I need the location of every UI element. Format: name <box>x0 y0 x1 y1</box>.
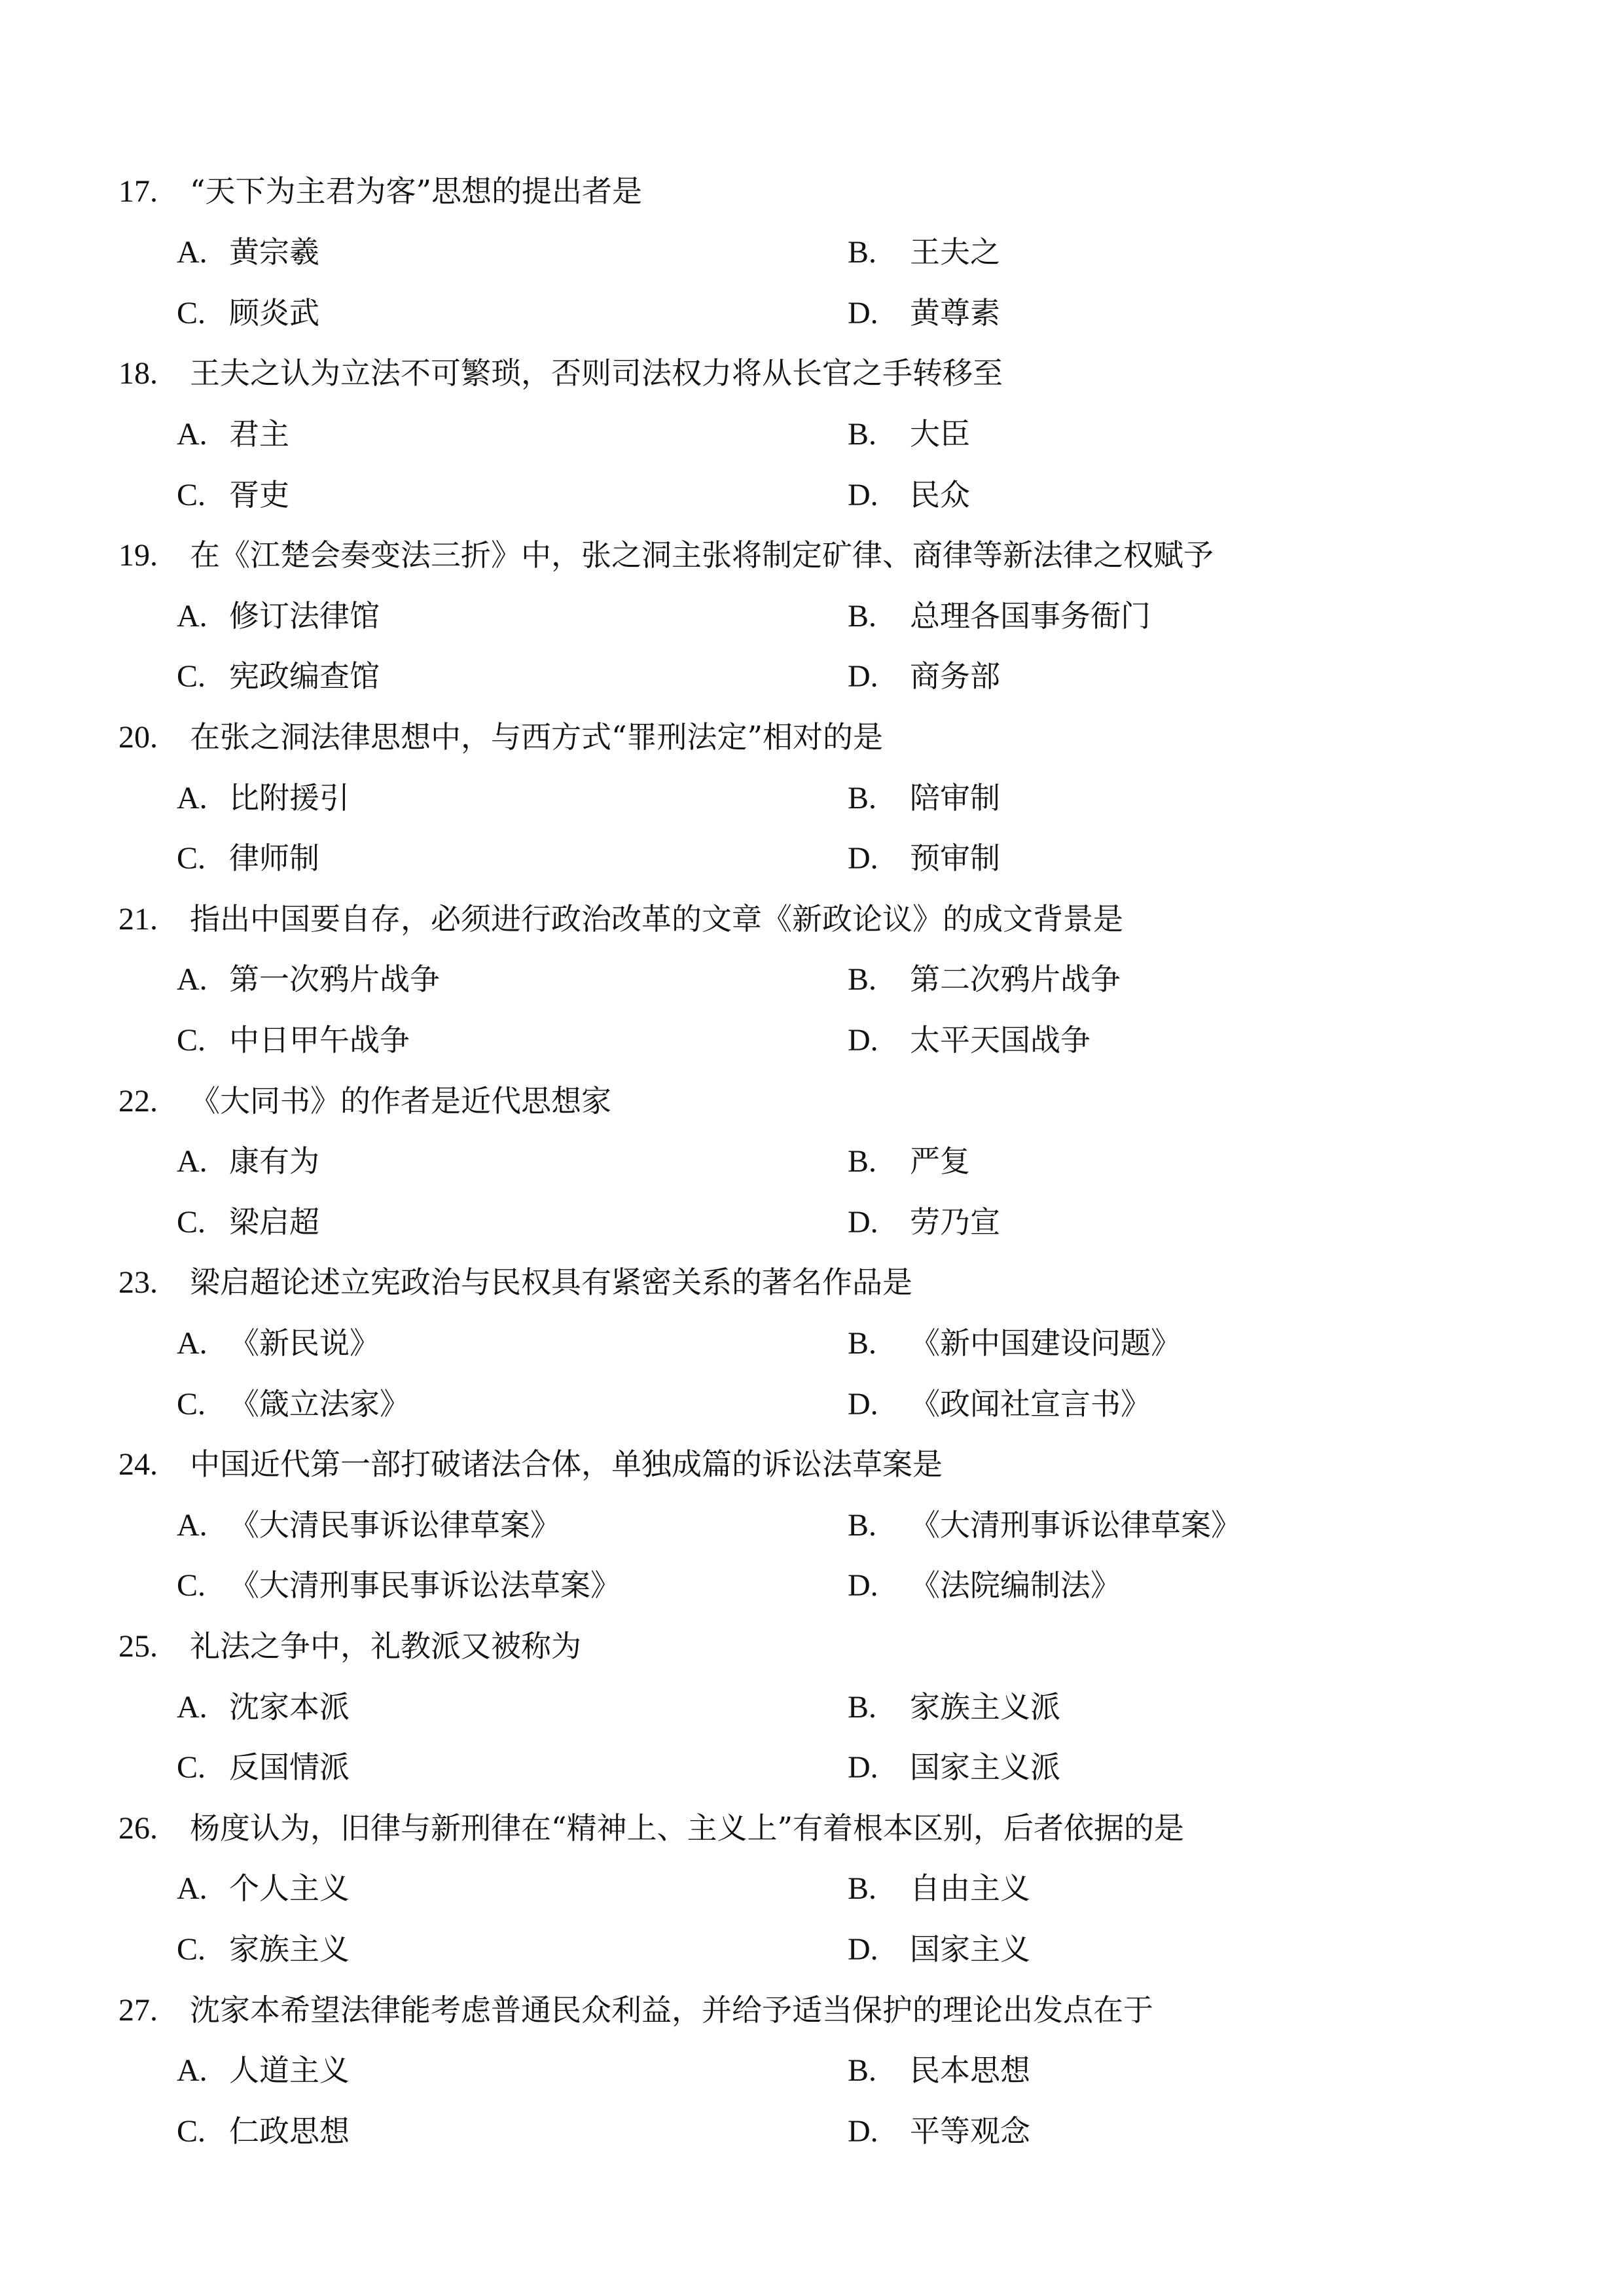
option-label: A. <box>177 1690 207 1725</box>
option-d[interactable] <box>0 465 1622 526</box>
option-b[interactable] <box>0 1495 1622 1556</box>
option-label: B. <box>848 962 877 997</box>
option-text: 劳乃宣 <box>910 1204 1000 1240</box>
option-text: 反国情派 <box>229 1749 350 1785</box>
option-text: 律师制 <box>229 840 319 876</box>
option-b[interactable] <box>0 768 1622 829</box>
option-label: A. <box>177 1144 207 1179</box>
question-stem <box>0 1980 1622 2041</box>
options-row-cd <box>0 646 1622 707</box>
option-d[interactable] <box>0 1919 1622 1980</box>
option-label: D. <box>848 659 878 694</box>
question-number: 20. <box>118 720 158 755</box>
options-row-cd <box>0 465 1622 526</box>
option-label: D. <box>848 1205 878 1240</box>
option-text: 商务部 <box>910 658 1000 694</box>
option-label: D. <box>848 478 878 512</box>
question-number: 17. <box>118 174 158 209</box>
options-row-cd <box>0 2101 1622 2162</box>
option-text: 自由主义 <box>910 1871 1030 1906</box>
question-stem <box>0 1071 1622 1132</box>
question-text: 沈家本希望法律能考虑普通民众利益，并给予适当保护的理论出发点在于 <box>190 1992 1153 2028</box>
option-label: C. <box>177 1932 206 1967</box>
question-stem <box>0 161 1622 222</box>
option-label: C. <box>177 2114 206 2149</box>
option-label: C. <box>177 1387 206 1422</box>
question-number: 19. <box>118 538 158 573</box>
option-label: C. <box>177 478 206 512</box>
question-number: 24. <box>118 1447 158 1482</box>
options-row-cd <box>0 1737 1622 1798</box>
option-text: 《新民说》 <box>229 1325 380 1361</box>
option-text: 仁政思想 <box>229 2113 350 2149</box>
option-b[interactable] <box>0 1313 1622 1374</box>
option-text: 预审制 <box>910 840 1000 876</box>
option-label: D. <box>848 1023 878 1058</box>
option-text: 太平天国战争 <box>910 1022 1090 1058</box>
option-text: 中日甲午战争 <box>229 1022 410 1058</box>
option-text: 《政闻社宣言书》 <box>910 1386 1151 1422</box>
option-label: A. <box>177 1508 207 1543</box>
options-row-ab <box>0 222 1622 283</box>
option-b[interactable] <box>0 1131 1622 1192</box>
question-stem <box>0 525 1622 586</box>
options-row-cd <box>0 1192 1622 1253</box>
option-text: 修订法律馆 <box>229 598 380 634</box>
question-stem <box>0 343 1622 404</box>
question-stem <box>0 1616 1622 1677</box>
option-label: C. <box>177 1750 206 1785</box>
option-label: B. <box>848 235 877 270</box>
options-row-ab <box>0 1495 1622 1556</box>
option-label: B. <box>848 1871 877 1906</box>
option-label: B. <box>848 599 877 634</box>
option-d[interactable] <box>0 1737 1622 1798</box>
option-text: 总理各国事务衙门 <box>910 598 1151 634</box>
options-row-cd <box>0 1555 1622 1616</box>
option-text: 比附援引 <box>229 780 350 816</box>
option-text: 《新中国建设问题》 <box>910 1325 1181 1361</box>
option-label: D. <box>848 1932 878 1967</box>
option-label: A. <box>177 235 207 270</box>
option-label: C. <box>177 1205 206 1240</box>
option-text: 民本思想 <box>910 2053 1030 2088</box>
question-text: 王夫之认为立法不可繁琐，否则司法权力将从长官之手转移至 <box>190 355 1003 391</box>
option-label: C. <box>177 659 206 694</box>
question-text: 指出中国要自存，必须进行政治改革的文章《新政论议》的成文背景是 <box>190 901 1123 937</box>
option-label: A. <box>177 1871 207 1906</box>
option-label: C. <box>177 296 206 331</box>
option-d[interactable] <box>0 1192 1622 1253</box>
option-d[interactable] <box>0 2101 1622 2162</box>
option-label: B. <box>848 781 877 816</box>
question-stem <box>0 889 1622 950</box>
option-label: C. <box>177 1568 206 1603</box>
option-label: B. <box>848 1144 877 1179</box>
option-text: 黄尊素 <box>910 295 1000 331</box>
question-text: 梁启超论述立宪政治与民权具有紧密关系的著名作品是 <box>190 1265 912 1300</box>
options-row-ab <box>0 768 1622 829</box>
question-number: 22. <box>118 1084 158 1119</box>
option-text: 《箴立法家》 <box>229 1386 410 1422</box>
question-number: 21. <box>118 902 158 937</box>
option-b[interactable] <box>0 586 1622 647</box>
option-label: C. <box>177 841 206 876</box>
option-label: A. <box>177 1326 207 1361</box>
options-row-ab <box>0 2040 1622 2101</box>
options-row-cd <box>0 1374 1622 1435</box>
question-stem <box>0 707 1622 768</box>
option-b[interactable] <box>0 1858 1622 1919</box>
options-row-cd <box>0 1010 1622 1071</box>
option-label: A. <box>177 781 207 816</box>
option-text: 《大清刑事民事诉讼法草案》 <box>229 1568 621 1603</box>
option-b[interactable] <box>0 222 1622 283</box>
question-number: 25. <box>118 1629 158 1664</box>
option-text: 民众 <box>910 477 970 512</box>
option-text: 人道主义 <box>229 2053 350 2088</box>
option-d[interactable] <box>0 646 1622 707</box>
option-label: D. <box>848 1568 878 1603</box>
options-row-ab <box>0 949 1622 1010</box>
options-row-ab <box>0 1677 1622 1738</box>
option-text: 个人主义 <box>229 1871 350 1906</box>
option-text: 《大清刑事诉讼律草案》 <box>910 1507 1241 1543</box>
question-stem <box>0 1798 1622 1859</box>
options-row-ab <box>0 404 1622 465</box>
option-b[interactable] <box>0 949 1622 1010</box>
option-text: 胥吏 <box>229 477 289 512</box>
option-text: 平等观念 <box>910 2113 1030 2149</box>
options-row-ab <box>0 586 1622 647</box>
question-text: 在张之洞法律思想中，与西方式“罪刑法定”相对的是 <box>190 719 884 755</box>
question-stem <box>0 1252 1622 1313</box>
question-text: “天下为主君为客”思想的提出者是 <box>190 173 643 209</box>
question-text: 礼法之争中，礼教派又被称为 <box>190 1628 581 1664</box>
options-row-ab <box>0 1858 1622 1919</box>
option-label: B. <box>848 417 877 452</box>
option-text: 第二次鸦片战争 <box>910 961 1121 997</box>
option-label: D. <box>848 2114 878 2149</box>
option-label: B. <box>848 2053 877 2088</box>
question-number: 26. <box>118 1811 158 1846</box>
question-number: 27. <box>118 1993 158 2028</box>
option-label: C. <box>177 1023 206 1058</box>
question-text: 杨度认为，旧律与新刑律在“精神上、主义上”有着根本区别，后者依据的是 <box>190 1810 1185 1846</box>
option-b[interactable] <box>0 1677 1622 1738</box>
option-text: 大臣 <box>910 416 970 452</box>
question-number: 23. <box>118 1265 158 1300</box>
question-stem <box>0 1434 1622 1495</box>
option-text: 《大清民事诉讼律草案》 <box>229 1507 560 1543</box>
options-row-cd <box>0 283 1622 344</box>
option-text: 君主 <box>229 416 289 452</box>
option-label: A. <box>177 2053 207 2088</box>
options-row-ab <box>0 1131 1622 1192</box>
option-text: 家族主义 <box>229 1931 350 1967</box>
option-label: A. <box>177 599 207 634</box>
options-row-cd <box>0 1919 1622 1980</box>
option-text: 家族主义派 <box>910 1689 1060 1725</box>
option-text: 顾炎武 <box>229 295 319 331</box>
option-text: 梁启超 <box>229 1204 319 1240</box>
option-d[interactable] <box>0 1555 1622 1616</box>
option-label: B. <box>848 1508 877 1543</box>
option-text: 国家主义 <box>910 1931 1030 1967</box>
option-label: D. <box>848 841 878 876</box>
question-number: 18. <box>118 356 158 391</box>
option-text: 陪审制 <box>910 780 1000 816</box>
option-text: 《法院编制法》 <box>910 1568 1121 1603</box>
option-label: B. <box>848 1690 877 1725</box>
option-text: 康有为 <box>229 1143 319 1179</box>
question-text: 中国近代第一部打破诸法合体，单独成篇的诉讼法草案是 <box>190 1446 943 1482</box>
options-row-ab <box>0 1313 1622 1374</box>
option-text: 国家主义派 <box>910 1749 1060 1785</box>
option-label: B. <box>848 1326 877 1361</box>
option-b[interactable] <box>0 2040 1622 2101</box>
option-label: D. <box>848 296 878 331</box>
option-text: 第一次鸦片战争 <box>229 961 440 997</box>
option-d[interactable] <box>0 1010 1622 1071</box>
option-d[interactable] <box>0 1374 1622 1435</box>
option-text: 沈家本派 <box>229 1689 350 1725</box>
option-d[interactable] <box>0 283 1622 344</box>
option-text: 严复 <box>910 1143 970 1179</box>
question-text: 《大同书》的作者是近代思想家 <box>190 1083 611 1119</box>
option-text: 王夫之 <box>910 234 1000 270</box>
option-label: A. <box>177 962 207 997</box>
question-text: 在《江楚会奏变法三折》中，张之洞主张将制定矿律、商律等新法律之权赋予 <box>190 537 1214 573</box>
option-text: 宪政编查馆 <box>229 658 380 694</box>
option-label: D. <box>848 1750 878 1785</box>
option-label: D. <box>848 1387 878 1422</box>
option-b[interactable] <box>0 404 1622 465</box>
option-text: 黄宗羲 <box>229 234 319 270</box>
option-d[interactable] <box>0 828 1622 889</box>
options-row-cd <box>0 828 1622 889</box>
option-label: A. <box>177 417 207 452</box>
